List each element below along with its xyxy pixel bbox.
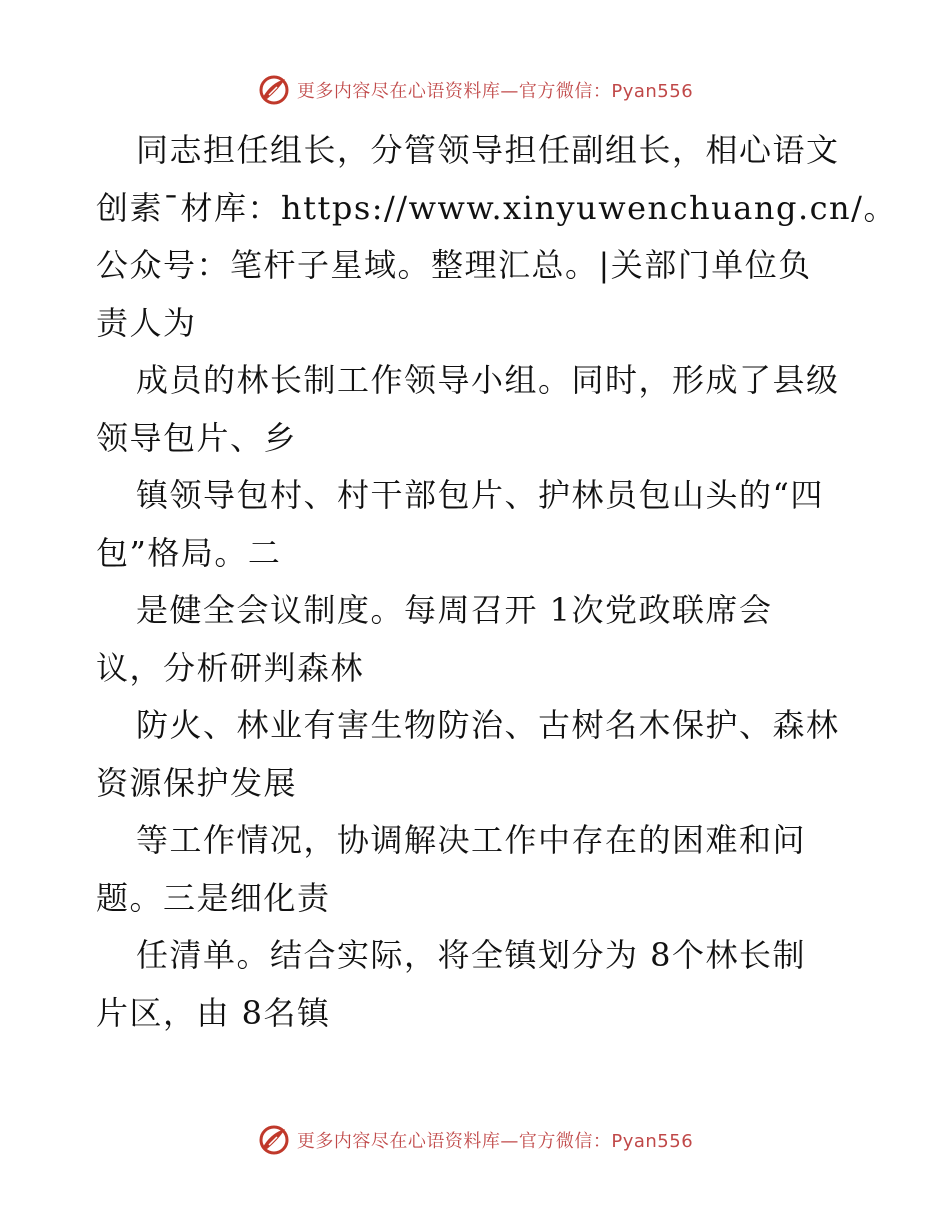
text-line: 成员的林长制工作领导小组。同时，形成了县级 (136, 361, 840, 399)
text-line: 创素¯材库：https://www.xinyuwenchuang.cn/。 (96, 188, 897, 227)
text-line: 资源保护发展 (96, 763, 298, 802)
footer-watermark (0, 1122, 950, 1158)
pen-logo-icon (257, 1123, 291, 1157)
watermark-text: 更多内容尽在心语资料库—官方微信：Pyan556 (296, 81, 694, 102)
text-line: 议，分析研判森林 (96, 648, 365, 687)
text-line: 责人为 (96, 303, 197, 342)
text-line: 题。三是细化责 (96, 878, 331, 917)
text-line: 公众号：笔杆子星域。整理汇总。|关部门单位负 (96, 246, 812, 284)
text-line: 等工作情况，协调解决工作中存在的困难和问 (136, 821, 807, 859)
text-line: 包”格局。二 (96, 533, 282, 572)
text-line: 镇领导包村、村干部包片、护林员包山头的“四 (136, 476, 824, 514)
text-line: 是健全会议制度。每周召开 1次党政联席会 (136, 591, 773, 629)
text-line: 领导包片、乡 (96, 418, 298, 457)
header-watermark (0, 72, 950, 108)
watermark-text: 更多内容尽在心语资料库—官方微信：Pyan556 (296, 1131, 694, 1152)
text-line: 片区，由 8名镇 (96, 993, 331, 1032)
pen-logo-icon (257, 73, 291, 107)
text-line: 任清单。结合实际，将全镇划分为 8个林长制 (136, 936, 807, 974)
text-line: 同志担任组长，分管领导担任副组长，相心语文 (136, 131, 840, 169)
body-text (96, 122, 897, 1042)
text-line: 防火、林业有害生物防治、古树名木保护、森林 (136, 706, 840, 744)
